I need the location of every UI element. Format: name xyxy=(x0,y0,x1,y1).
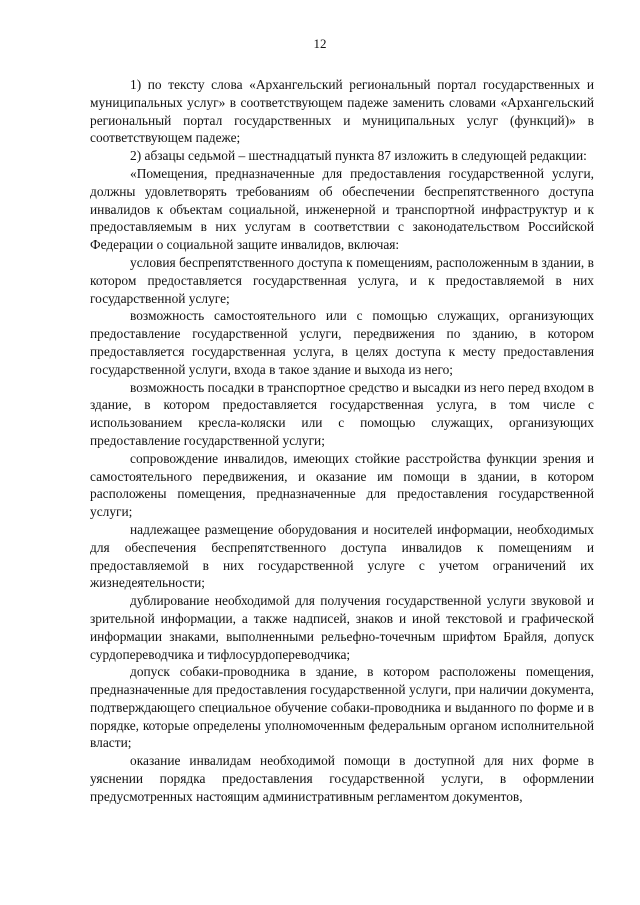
page-number: 12 xyxy=(313,36,327,51)
paragraph-premises-requirements: «Помещения, предназначенные для предоставления государственной услуги, должны удовлетворять требованиям об обеспечении беспрепятственного доступа инвалидов к объектам социальной, инженерной и транспортной инфраструктур и к предоставляемым в них услугам в соответствии с законодательством Российской Федерации о социальной защите инвалидов, включая: xyxy=(90,165,594,253)
paragraph-item-1-replace-portal-name: 1) по тексту слова «Архангельский региональный портал государственных и муниципальных услуг» в соответствующем падеже заменить словами «Архангельский региональный портал государственных и муниципальных услуг (функций)» в соответствующем падеже; xyxy=(90,77,594,146)
paragraph-guide-dog-admission: допуск собаки-проводника в здание, в котором расположены помещения, предназначенные для предоставления государственной услуги, при наличии документа, подтверждающего специальное обучение собаки-проводника и выданного по форме и в порядке, которые определены уполномоченным федеральным органом исполнительной власти; xyxy=(90,664,594,751)
paragraph-escort-assistance: сопровождение инвалидов, имеющих стойкие расстройства функции зрения и самостоятельного передвижения, и оказание им помощи в здании, в котором расположены помещения, предназначенные для предоставления государственной услуги; xyxy=(90,450,594,520)
paragraph-transport-boarding: возможность посадки в транспортное средство и высадки из него перед входом в здание, в котором предоставляется государственная услуга, в том числе с использованием кресла-коляски или с помощью служащих, организующих предоставление государственной услуги; xyxy=(90,379,594,448)
paragraph-equipment-placement: надлежащее размещение оборудования и носителей информации, необходимых для обеспечения беспрепятственного доступа инвалидов к помещениям и предоставляемой в них государственной услуге с учетом ограничений их жизнедеятельности; xyxy=(90,521,594,591)
paragraph-item-2-amend-point-87: 2) абзацы седьмой – шестнадцатый пункта 87 изложить в следующей редакции: xyxy=(130,148,587,164)
paragraph-independent-movement: возможность самостоятельного или с помощью служащих, организующих предоставление государственной услуги, передвижения по зданию, в котором предоставляется государственная услуга, в целях доступа к месту предоставления государственной услуги, входа в такое здание и выхода из него; xyxy=(90,308,594,377)
paragraph-access-conditions: условия беспрепятственного доступа к помещениям, расположенным в здании, в котором предоставляется государственная услуга, и к предоставляемой в них государственной услуге; xyxy=(90,254,594,306)
paragraph-necessary-help: оказание инвалидам необходимой помощи в доступной для них форме в уяснении порядка предоставления государственной услуги, в оформлении предусмотренных настоящим административным регламентом документов, xyxy=(90,753,594,804)
document-body xyxy=(90,76,594,806)
paragraph-information-duplication: дублирование необходимой для получения государственной услуги звуковой и зрительной информации, а также надписей, знаков и иной текстовой и графической информации знаками, выполненными рельефно-точечным шрифтом Брайля, допуск сурдопереводчика и тифлосурдопереводчика; xyxy=(90,593,594,662)
